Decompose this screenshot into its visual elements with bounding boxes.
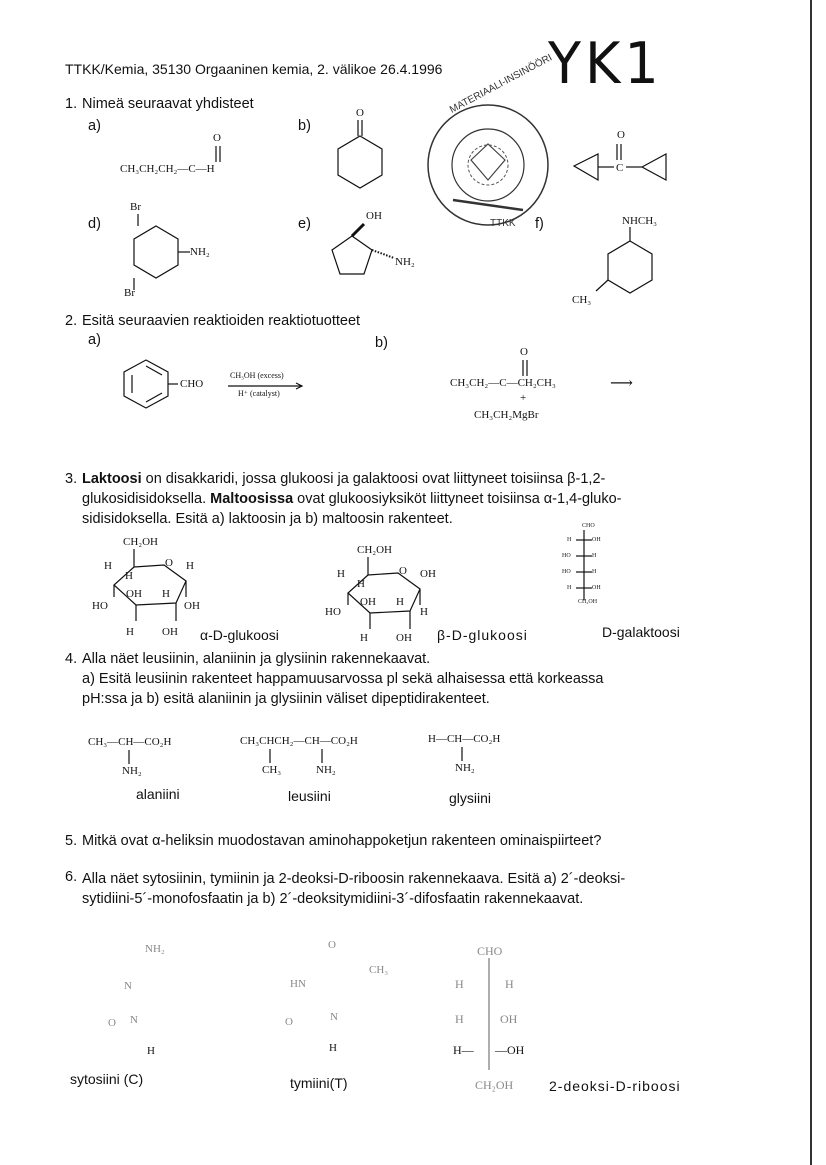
beta-glc-ho: HO bbox=[325, 606, 341, 618]
q1a-label: a) bbox=[88, 118, 101, 134]
q1f-nhch3: NHCH₃ bbox=[622, 215, 658, 227]
q3-text2b: ovat glukoosiyksiköt liittyneet toisiinsa α-1,4-gluko- bbox=[293, 491, 622, 507]
q1d-label: d) bbox=[88, 216, 101, 232]
q1d-br-top: Br bbox=[130, 201, 141, 213]
q1e-label: e) bbox=[298, 216, 311, 232]
beta-glc-h2: H bbox=[357, 578, 365, 590]
q4-number: 4. bbox=[65, 651, 78, 667]
q2-number: 2. bbox=[65, 313, 78, 329]
q1a-double-bond bbox=[214, 146, 224, 166]
alpha-glc-ring bbox=[96, 545, 206, 625]
q1f-label: f) bbox=[535, 216, 544, 232]
leucine-ch3: CH₃ bbox=[262, 764, 282, 776]
q1d-dibromoaniline bbox=[122, 210, 202, 300]
beta-glc-oh1: OH bbox=[420, 568, 436, 580]
q6-number: 6. bbox=[65, 869, 78, 885]
cytosine-ring-n: N bbox=[130, 1014, 138, 1026]
q4-line1: Alla näet leusiinin, alaniinin ja glysiinin rakennekaavat. bbox=[82, 651, 431, 667]
stamp-bottom-text: TTKK bbox=[490, 218, 516, 229]
deoxyribose-r2-right: OH bbox=[500, 1012, 518, 1026]
alpha-glc-oh3: OH bbox=[162, 626, 178, 638]
cytosine-o: O bbox=[108, 1017, 116, 1029]
gal-r3-ho: HO bbox=[562, 569, 571, 575]
leucine-nh2: NH₂ bbox=[316, 764, 336, 776]
gal-name: D-galaktoosi bbox=[602, 624, 680, 640]
alpha-glc-name: α-D-glukoosi bbox=[200, 627, 279, 643]
beta-glc-ring bbox=[330, 553, 440, 633]
beta-glc-name: β-D-glukoosi bbox=[437, 627, 528, 643]
q1d-nh2: NH₂ bbox=[190, 246, 210, 258]
q6-line2: sytidiini-5´-monofosfaatin ja b) 2´-deoksitymidiini-3´-difosfaatin rakennekaavat. bbox=[82, 891, 584, 907]
cytosine-name: sytosiini (C) bbox=[70, 1071, 144, 1087]
beta-glc-ring-o: O bbox=[399, 565, 407, 577]
gal-r2-ho: HO bbox=[562, 553, 571, 559]
alpha-glc-h2: H bbox=[125, 570, 133, 582]
q3-bold-lactose: Laktoosi bbox=[82, 471, 142, 487]
beta-glc-h1: H bbox=[337, 568, 345, 580]
stamp-seal bbox=[423, 100, 553, 230]
q2a-reagent-bottom: H⁺ (catalyst) bbox=[238, 389, 280, 398]
gal-r4-oh: OH bbox=[592, 585, 601, 591]
alanine-bond bbox=[127, 750, 131, 766]
gal-r1-oh: OH bbox=[592, 537, 601, 543]
q4-line2: a) Esitä leusiinin rakenteet happamuusarvossa pl sekä alhaisessa että korkeassa bbox=[82, 671, 604, 687]
scan-edge-line bbox=[810, 0, 812, 1165]
deoxyribose-r2-left: H bbox=[455, 1012, 464, 1026]
deoxyribose-cho: CHO bbox=[477, 944, 503, 958]
alanine-formula: CH₃—CH—CO₂H bbox=[88, 736, 172, 748]
glycine-name: glysiini bbox=[449, 790, 492, 806]
q1a-oxygen: O bbox=[213, 132, 221, 144]
q1a-formula: CH₃CH₂CH₂—C—H bbox=[120, 163, 215, 175]
q3-text1: on disakkaridi, jossa glukoosi ja galaktoosi ovat liittyneet toisiinsa β-1,2- bbox=[141, 471, 606, 487]
deoxyribose-r3-left: H— bbox=[453, 1043, 474, 1057]
q1b-cyclohexanone bbox=[332, 120, 392, 200]
cytosine-nh2: NH₂ bbox=[145, 943, 165, 955]
q6-line1: Alla näet sytosiinin, tymiinin ja 2-deoksi-D-riboosin rakennekaava. Esitä a) 2´-deoksi- bbox=[82, 871, 626, 887]
q1c-dicyclopropyl-ketone bbox=[568, 140, 678, 200]
thymine-n: N bbox=[330, 1011, 338, 1023]
stamp-ring-text: MATERIAALI-INSINÖÖRI bbox=[448, 52, 555, 116]
q3-bold-maltose: Maltoosissa bbox=[210, 491, 294, 507]
leucine-name: leusiini bbox=[288, 788, 331, 804]
glycine-bond bbox=[460, 747, 464, 763]
thymine-hn: HN bbox=[290, 978, 306, 990]
page-title: TTKK/Kemia, 35130 Orgaaninen kemia, 2. välikoe 26.4.1996 bbox=[65, 61, 443, 77]
alpha-glc-h1: H bbox=[104, 560, 112, 572]
q3-text2a: glukosidisidoksella. bbox=[82, 491, 211, 507]
thymine-o2: O bbox=[285, 1016, 293, 1028]
beta-glc-oh3: OH bbox=[396, 632, 412, 644]
q2b-arrow: ⟶ bbox=[610, 375, 633, 392]
gal-r4-h: H bbox=[567, 585, 572, 591]
beta-glc-ch2oh: CH₂OH bbox=[357, 544, 393, 556]
alpha-glc-h5: H bbox=[126, 626, 134, 638]
deoxyribose-r1-left: H bbox=[455, 977, 464, 991]
leucine-bonds bbox=[268, 749, 328, 765]
alpha-glc-h3: H bbox=[186, 560, 194, 572]
deoxyribose-r1-right: H bbox=[505, 977, 514, 991]
thymine-name: tymiini(T) bbox=[290, 1075, 348, 1091]
gal-fischer-backbone bbox=[574, 530, 604, 610]
q3-number: 3. bbox=[65, 471, 78, 487]
alpha-glc-oh2: OH bbox=[184, 600, 200, 612]
q1b-oxygen: O bbox=[356, 107, 364, 119]
beta-glc-oh2: OH bbox=[360, 596, 376, 608]
q1c-oxygen: O bbox=[617, 129, 625, 141]
deoxyribose-name: 2-deoksi-D-riboosi bbox=[549, 1078, 681, 1094]
q3-line2 bbox=[82, 491, 622, 507]
beta-glc-h3: H bbox=[396, 596, 404, 608]
q2-text: Esitä seuraavien reaktioiden reaktiotuotteet bbox=[82, 313, 361, 329]
q2a-reagent-top: CH₃OH (excess) bbox=[230, 371, 284, 380]
gal-r1-h: H bbox=[567, 537, 572, 543]
q5-number: 5. bbox=[65, 833, 78, 849]
q2b-grignard: CH₃CH₂MgBr bbox=[474, 409, 539, 421]
q1f-ch3: CH₃ bbox=[572, 294, 592, 306]
q1-text: Nimeä seuraavat yhdisteet bbox=[82, 96, 254, 112]
q1e-oh: OH bbox=[366, 210, 382, 222]
q1b-label: b) bbox=[298, 118, 311, 134]
beta-glc-h5: H bbox=[360, 632, 368, 644]
q1f-methylaniline bbox=[590, 225, 670, 315]
cytosine-n: N bbox=[124, 980, 132, 992]
q1c-carbon: C bbox=[616, 162, 624, 174]
deoxyribose-backbone bbox=[485, 958, 495, 1078]
thymine-ch3: CH₃ bbox=[369, 964, 389, 976]
gal-cho: CHO bbox=[582, 523, 595, 529]
glycine-nh2: NH₂ bbox=[455, 762, 475, 774]
deoxyribose-r3-right: —OH bbox=[495, 1043, 525, 1057]
leucine-formula: CH₃CHCH₂—CH—CO₂H bbox=[240, 735, 358, 747]
deoxyribose-ch2oh: CH₂OH bbox=[475, 1078, 514, 1092]
gal-r3-h: H bbox=[592, 569, 597, 575]
q5-text: Mitkä ovat α-heliksin muodostavan aminohappoketjun rakenteen ominaispiirteet? bbox=[82, 833, 602, 849]
q3-line1 bbox=[82, 471, 605, 487]
thymine-o: O bbox=[328, 939, 336, 951]
q2b-plus: + bbox=[520, 392, 527, 404]
alanine-name: alaniini bbox=[136, 786, 180, 802]
alpha-glc-ring-o: O bbox=[165, 557, 173, 569]
q1-number: 1. bbox=[65, 96, 78, 112]
alpha-glc-ch2oh: CH₂OH bbox=[123, 536, 159, 548]
q2b-formula: CH₃CH₂—C—CH₂CH₃ bbox=[450, 377, 556, 389]
gal-r2-h: H bbox=[592, 553, 597, 559]
q3-line3: sidisidoksella. Esitä a) laktoosin ja b) maltoosin rakenteet. bbox=[82, 511, 453, 527]
q2a-label: a) bbox=[88, 332, 101, 348]
alpha-glc-h4: H bbox=[162, 588, 170, 600]
q4-line3: pH:ssa ja b) esitä alaniinin ja glysiinin väliset dipeptidirakenteet. bbox=[82, 691, 490, 707]
beta-glc-h4: H bbox=[420, 606, 428, 618]
thymine-h: H bbox=[329, 1042, 337, 1054]
alpha-glc-ho: HO bbox=[92, 600, 108, 612]
q1e-aminocyclopentanol bbox=[326, 220, 406, 300]
q1e-nh2: NH₂ bbox=[395, 256, 415, 268]
q1d-br-bottom: Br bbox=[124, 287, 135, 299]
handwritten-code: YK1 bbox=[548, 30, 663, 97]
gal-ch2oh: CH₂OH bbox=[578, 599, 598, 605]
alanine-nh2: NH₂ bbox=[122, 765, 142, 777]
q2b-oxygen: O bbox=[520, 346, 528, 358]
q2b-label: b) bbox=[375, 335, 388, 351]
cytosine-h: H bbox=[147, 1045, 155, 1057]
q2a-cho: CHO bbox=[180, 378, 204, 390]
alpha-glc-oh1: OH bbox=[126, 588, 142, 600]
glycine-formula: H—CH—CO₂H bbox=[428, 733, 501, 745]
